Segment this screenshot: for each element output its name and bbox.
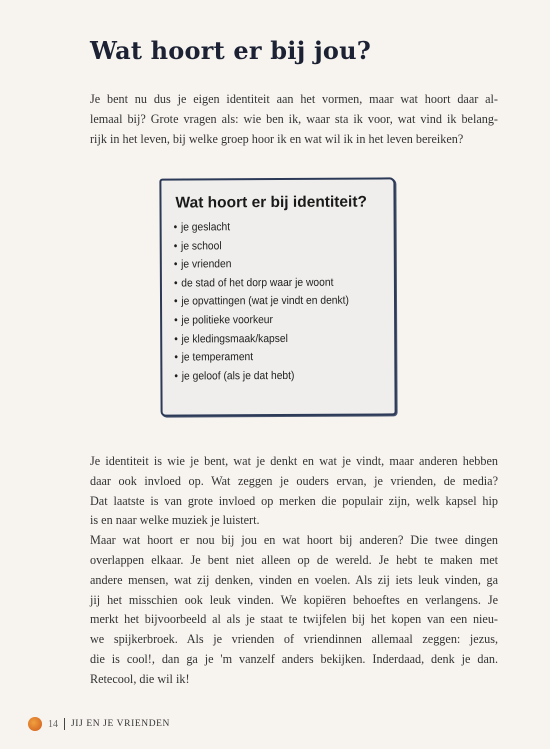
body-line: Retecool, die wil ik!	[90, 671, 190, 686]
page-number: 14	[48, 718, 58, 730]
page-footer	[28, 714, 170, 734]
list-item: • je geloof (als je dat hebt)	[174, 366, 349, 386]
footer-divider	[64, 718, 65, 730]
list-item: • je vrienden	[174, 255, 349, 275]
intro-paragraph	[90, 90, 498, 149]
body-line: merkt het bijvoorbeeld al als je staat te twijfelen bij het kopen van een nieu-	[90, 612, 498, 627]
box-title: Wat hoort er bij identiteit?	[175, 193, 368, 212]
list-item: • je school	[174, 236, 349, 256]
page-heading: Wat hoort er bij jou?	[90, 36, 372, 65]
body-line: Maar wat hoort er nou bij jou en wat hoort bij anderen? Die twee dingen	[90, 533, 498, 548]
list-item: • je politieke voorkeur	[174, 311, 349, 331]
body-line: die is cool!, dan ga je 'm vanzelf anders bekijken. Inderdaad, denk je dan.	[90, 651, 498, 666]
intro-line: rijk in het leven, bij welke groep hoor ik en wat wil ik in het leven bereiken?	[90, 131, 464, 146]
list-item: • je kledingsmaak/kapsel	[174, 329, 349, 349]
intro-line: lemaal bij? Grote vragen als: wie ben ik, waar sta ik voor, wat vind ik belang-	[90, 111, 498, 126]
body-line: overlappen elkaar. Je bent niet alleen op de wereld. Je hebt te maken met	[90, 552, 498, 567]
section-title: JIJ EN JE VRIENDEN	[71, 719, 171, 729]
publisher-logo-icon	[28, 717, 42, 731]
identity-list	[174, 218, 350, 386]
list-item: • je geslacht	[174, 218, 349, 238]
body-paragraph	[90, 452, 498, 690]
list-item: • de stad of het dorp waar je woont	[174, 273, 349, 293]
body-line: we spijkerbroek. Als je vrienden of vriendinnen allemaal zeggen: jezus,	[90, 632, 498, 647]
list-item: • je temperament	[174, 348, 349, 368]
body-line: Dat laatste is van grote invloed op merken die populair zijn, welk kapsel hip	[90, 493, 498, 508]
list-item: • je opvattingen (wat je vindt en denkt)	[174, 292, 349, 312]
body-line: andere mensen, wat zij denken, vinden en voelen. Als zij iets leuk vinden, ga	[90, 572, 498, 587]
body-line: Je identiteit is wie je bent, wat je denkt en wat je vindt, maar anderen hebben	[90, 454, 498, 468]
body-line: jij het misschien ook leuk vinden. We kopiëren behoeftes en verlangens. Je	[90, 592, 498, 607]
identity-box	[159, 177, 396, 416]
intro-line: Je bent nu dus je eigen identiteit aan het vormen, maar wat hoort daar al-	[90, 92, 498, 106]
body-line: daar ook invloed op. Wat zeggen je ouders ervan, je vrienden, de media?	[90, 473, 498, 488]
body-line: is en naar welke muziek je luistert.	[90, 513, 260, 528]
